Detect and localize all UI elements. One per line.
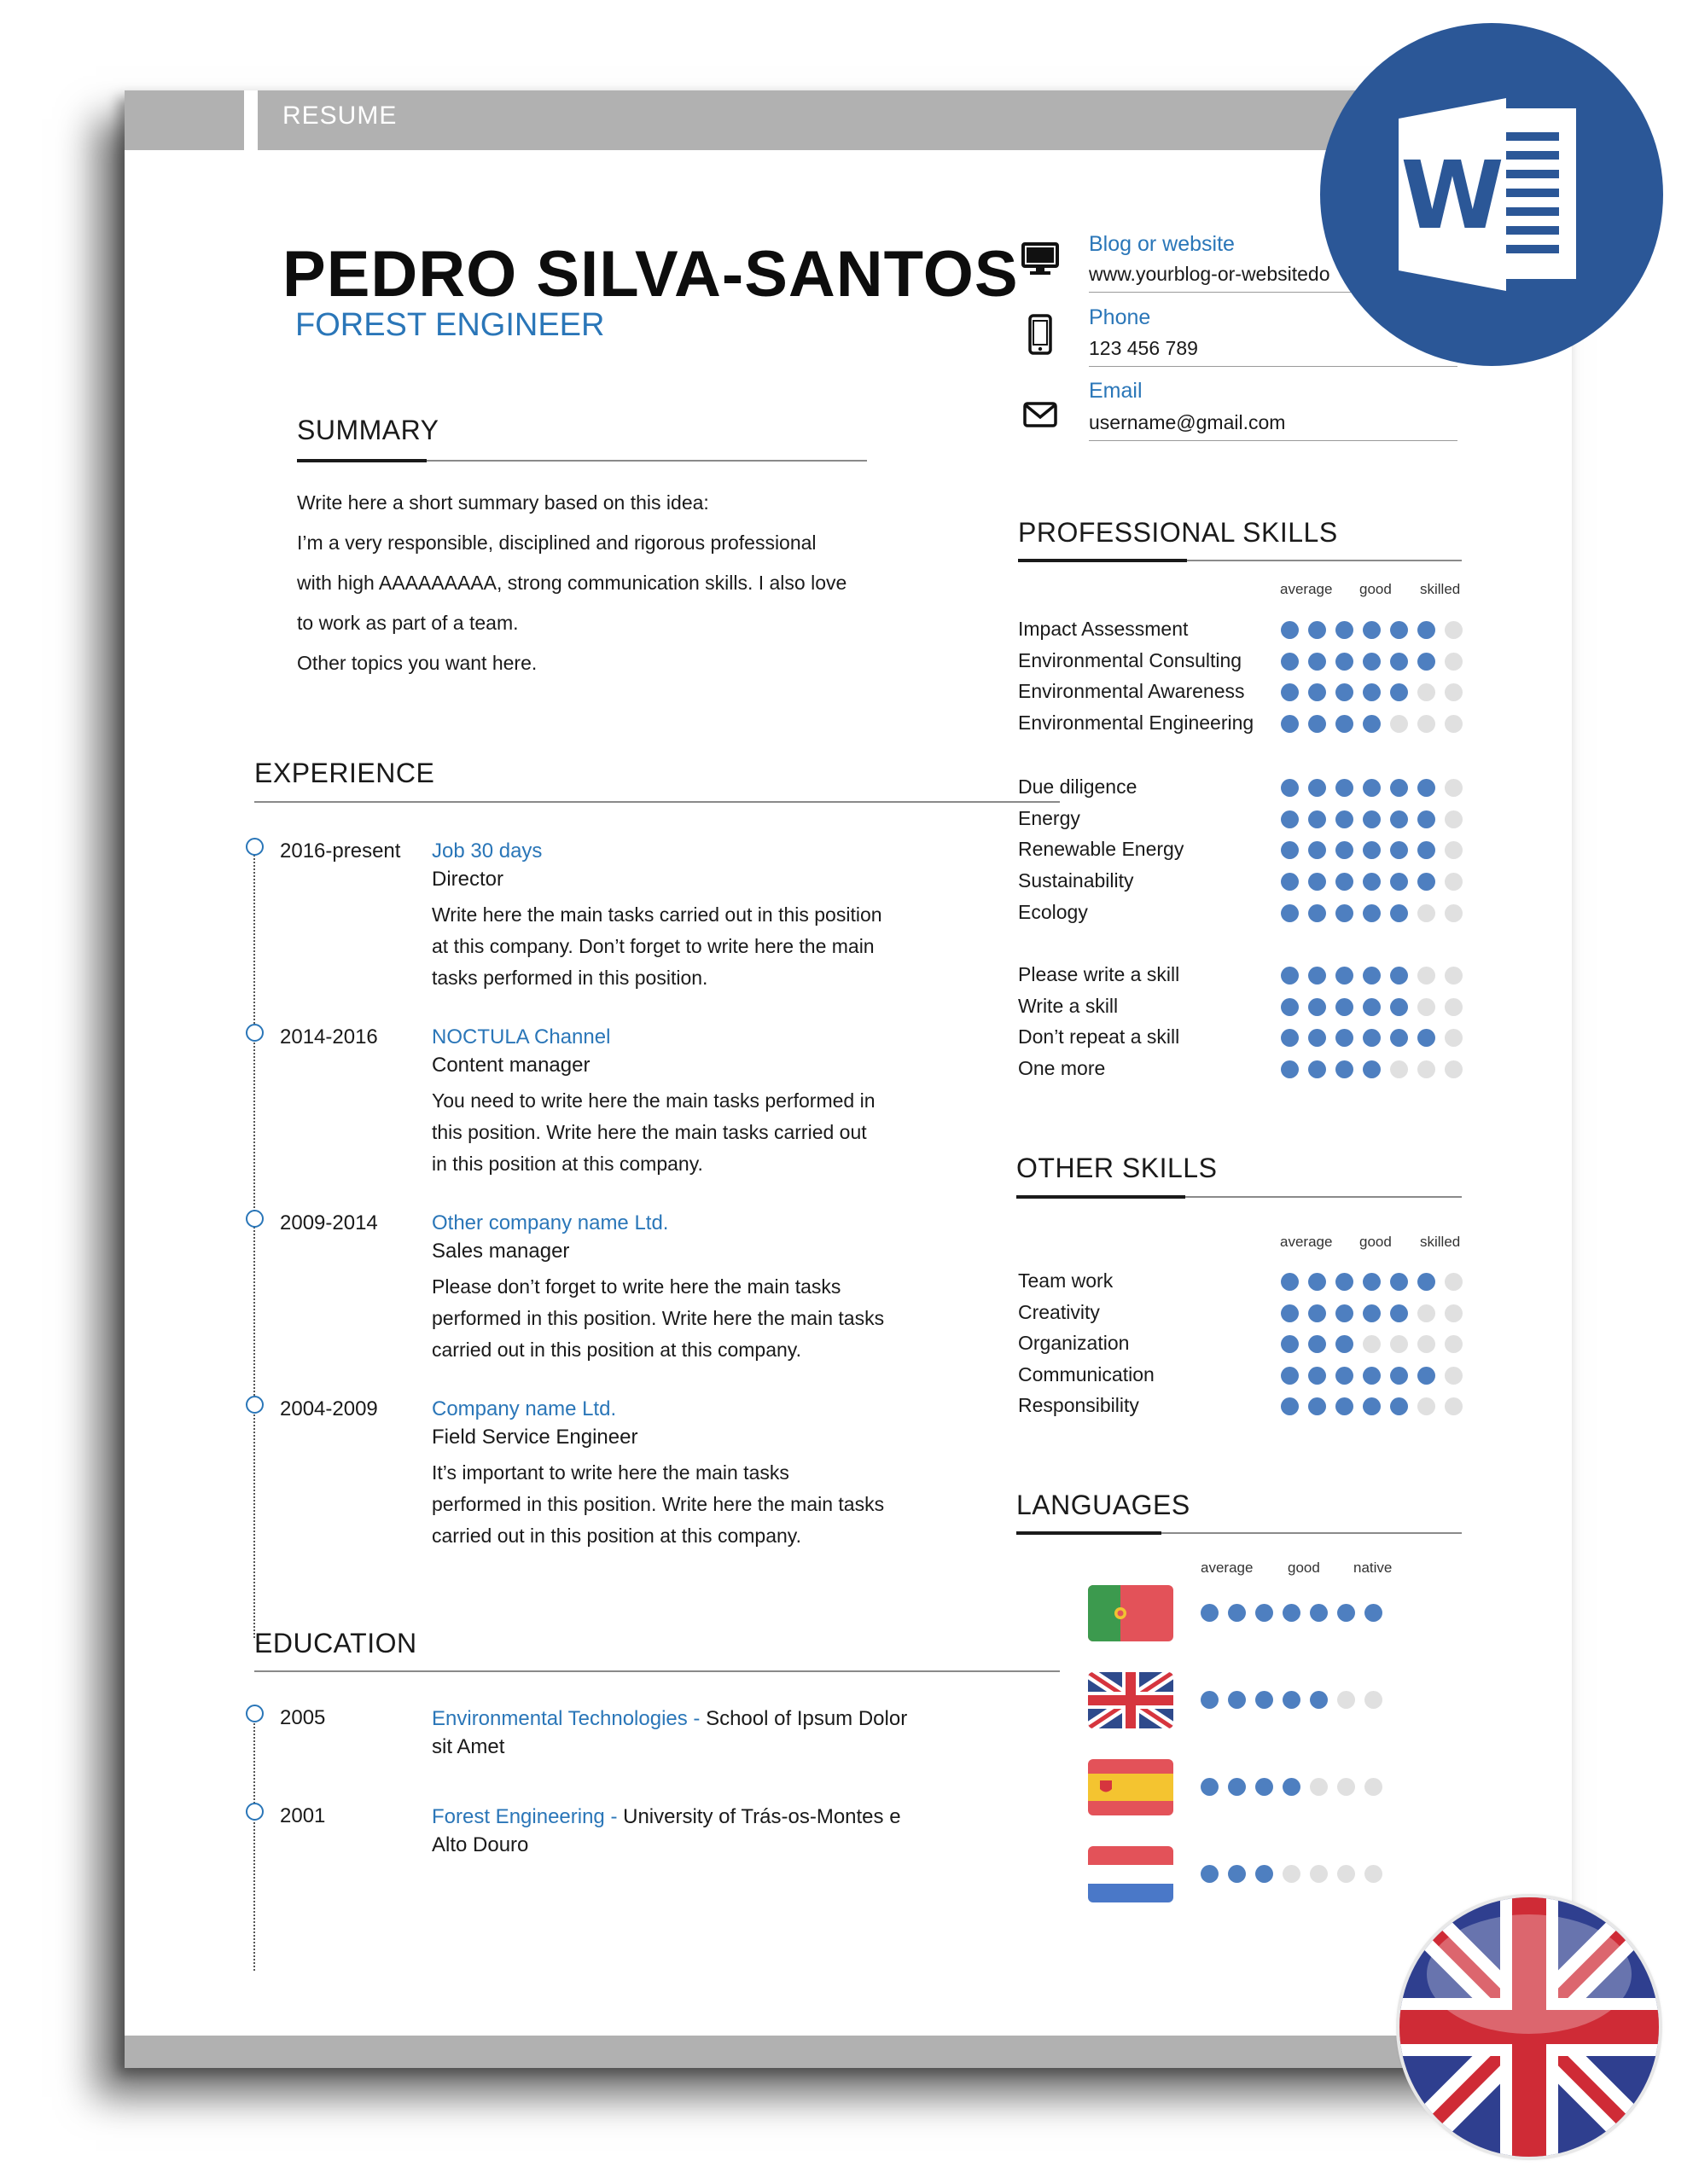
empty-dot-icon (1364, 1691, 1382, 1709)
scale-skilled: skilled (1420, 581, 1461, 597)
filled-dot-icon (1308, 779, 1326, 797)
scale-average: average (1280, 1234, 1333, 1250)
filled-dot-icon (1281, 715, 1299, 733)
rating-dots (1201, 1604, 1382, 1622)
filled-dot-icon (1390, 967, 1408, 985)
empty-dot-icon (1445, 621, 1463, 639)
phone-rule (1089, 366, 1457, 367)
scale-good: good (1359, 1234, 1392, 1250)
filled-dot-icon (1390, 621, 1408, 639)
summary-line: with high AAAAAAAAA, strong communication skills. I also love (297, 572, 847, 594)
education-detail (432, 1803, 910, 1859)
experience-role: Director (432, 868, 504, 891)
description-line: carried out in this position at this company. (432, 1525, 801, 1547)
scale-good: good (1359, 581, 1392, 597)
filled-dot-icon (1281, 1273, 1299, 1291)
filled-dot-icon (1228, 1604, 1246, 1622)
filled-dot-icon (1363, 1029, 1381, 1047)
filled-dot-icon (1390, 1273, 1408, 1291)
empty-dot-icon (1445, 779, 1463, 797)
filled-dot-icon (1390, 653, 1408, 671)
filled-dot-icon (1201, 1691, 1219, 1709)
word-document-icon (1320, 23, 1663, 366)
filled-dot-icon (1390, 1029, 1408, 1047)
description-line: in this position at this company. (432, 1153, 703, 1175)
phone-icon (1028, 314, 1052, 355)
bottom-bar (125, 2036, 1572, 2068)
education-timeline (253, 1713, 255, 1971)
filled-dot-icon (1363, 873, 1381, 891)
empty-dot-icon (1445, 1029, 1463, 1047)
filled-dot-icon (1335, 998, 1353, 1016)
filled-dot-icon (1308, 998, 1326, 1016)
filled-dot-icon (1228, 1865, 1246, 1883)
empty-dot-icon (1417, 1304, 1435, 1322)
empty-dot-icon (1445, 1060, 1463, 1078)
filled-dot-icon (1390, 841, 1408, 859)
scale-average: average (1280, 581, 1333, 597)
rating-dots (1201, 1691, 1382, 1709)
filled-dot-icon (1228, 1691, 1246, 1709)
filled-dot-icon (1363, 1367, 1381, 1385)
filled-dot-icon (1281, 1304, 1299, 1322)
summary-line: to work as part of a team. (297, 612, 519, 634)
empty-dot-icon (1364, 1778, 1382, 1796)
portugal-flag (1088, 1585, 1173, 1641)
filled-dot-icon (1335, 1273, 1353, 1291)
person-name: PEDRO SILVA-SANTOS (282, 238, 1019, 311)
education-title: EDUCATION (254, 1628, 417, 1658)
skill-label: Don’t repeat a skill (1018, 1025, 1180, 1048)
rating-dots (1201, 1778, 1382, 1796)
filled-dot-icon (1363, 621, 1381, 639)
languages-title: LANGUAGES (1016, 1490, 1190, 1520)
summary-line: Other topics you want here. (297, 652, 538, 674)
scale-average: average (1201, 1560, 1254, 1576)
filled-dot-icon (1228, 1778, 1246, 1796)
description-line: performed in this position. Write here the main tasks (432, 1307, 885, 1329)
other-skills-title: OTHER SKILLS (1016, 1153, 1218, 1183)
filled-dot-icon (1335, 653, 1353, 671)
scale-skilled: skilled (1420, 1234, 1461, 1250)
description-line: at this company. Don’t forget to write here the main (432, 935, 875, 957)
filled-dot-icon (1308, 683, 1326, 701)
skill-label: Impact Assessment (1018, 618, 1189, 640)
timeline-circle-icon (246, 1803, 264, 1821)
filled-dot-icon (1308, 873, 1326, 891)
filled-dot-icon (1308, 1367, 1326, 1385)
filled-dot-icon (1281, 779, 1299, 797)
filled-dot-icon (1281, 1029, 1299, 1047)
website-label: Blog or website (1089, 232, 1235, 256)
professional-skills-rule (1018, 560, 1462, 561)
filled-dot-icon (1363, 1397, 1381, 1415)
rating-dots (1281, 1397, 1463, 1415)
education-school-cont: sit Amet (432, 1735, 505, 1758)
filled-dot-icon (1335, 967, 1353, 985)
uk-flag (1088, 1672, 1173, 1728)
empty-dot-icon (1445, 967, 1463, 985)
experience-description (432, 899, 910, 994)
empty-dot-icon (1310, 1778, 1328, 1796)
rating-dots (1281, 967, 1463, 985)
timeline-circle-icon (246, 1024, 264, 1042)
empty-dot-icon (1363, 1335, 1381, 1353)
rating-dots (1281, 1060, 1463, 1078)
skill-label: Team work (1018, 1269, 1114, 1292)
rating-dots (1281, 1335, 1463, 1353)
filled-dot-icon (1335, 873, 1353, 891)
empty-dot-icon (1364, 1865, 1382, 1883)
filled-dot-icon (1390, 904, 1408, 922)
rating-dots (1201, 1865, 1382, 1883)
filled-dot-icon (1308, 904, 1326, 922)
filled-dot-icon (1363, 779, 1381, 797)
filled-dot-icon (1417, 653, 1435, 671)
spain-flag (1088, 1759, 1173, 1815)
empty-dot-icon (1445, 1367, 1463, 1385)
filled-dot-icon (1281, 873, 1299, 891)
filled-dot-icon (1390, 1367, 1408, 1385)
filled-dot-icon (1335, 1304, 1353, 1322)
filled-dot-icon (1308, 1397, 1326, 1415)
summary-line: I’m a very responsible, disciplined and rigorous professional (297, 531, 817, 554)
skill-label: Write a skill (1018, 995, 1119, 1017)
filled-dot-icon (1255, 1865, 1273, 1883)
filled-dot-icon (1310, 1691, 1328, 1709)
filled-dot-icon (1283, 1691, 1300, 1709)
filled-dot-icon (1390, 1397, 1408, 1415)
skill-label: Environmental Engineering (1018, 712, 1254, 734)
netherlands-flag (1088, 1846, 1173, 1902)
empty-dot-icon (1417, 1060, 1435, 1078)
scale-good: good (1288, 1560, 1320, 1576)
filled-dot-icon (1363, 810, 1381, 828)
timeline-circle-icon (246, 1396, 264, 1414)
uk-language-badge-icon (1399, 1897, 1659, 2157)
education-course: Environmental Technologies - (432, 1707, 707, 1730)
summary-title: SUMMARY (297, 415, 439, 445)
skill-label: Energy (1018, 807, 1080, 829)
rating-dots (1281, 873, 1463, 891)
filled-dot-icon (1335, 1397, 1353, 1415)
skill-label: Responsibility (1018, 1394, 1139, 1416)
filled-dot-icon (1363, 715, 1381, 733)
filled-dot-icon (1281, 621, 1299, 639)
empty-dot-icon (1417, 683, 1435, 701)
education-school: School of Ipsum Dolor (706, 1707, 908, 1730)
empty-dot-icon (1417, 1335, 1435, 1353)
filled-dot-icon (1308, 653, 1326, 671)
empty-dot-icon (1445, 1273, 1463, 1291)
skill-label: One more (1018, 1057, 1106, 1079)
experience-role: Field Service Engineer (432, 1426, 638, 1449)
skill-label: Sustainability (1018, 869, 1134, 892)
filled-dot-icon (1308, 1060, 1326, 1078)
filled-dot-icon (1335, 841, 1353, 859)
filled-dot-icon (1308, 810, 1326, 828)
empty-dot-icon (1445, 873, 1463, 891)
rating-dots (1281, 1273, 1463, 1291)
empty-dot-icon (1337, 1691, 1355, 1709)
timeline-circle-icon (246, 1210, 264, 1228)
filled-dot-icon (1308, 621, 1326, 639)
scale-native: native (1353, 1560, 1393, 1576)
empty-dot-icon (1445, 683, 1463, 701)
filled-dot-icon (1308, 1304, 1326, 1322)
filled-dot-icon (1283, 1778, 1300, 1796)
filled-dot-icon (1335, 810, 1353, 828)
filled-dot-icon (1390, 998, 1408, 1016)
empty-dot-icon (1445, 998, 1463, 1016)
experience-timeline (253, 845, 255, 1638)
empty-dot-icon (1390, 715, 1408, 733)
timeline-circle-icon (246, 838, 264, 856)
empty-dot-icon (1417, 967, 1435, 985)
filled-dot-icon (1281, 998, 1299, 1016)
empty-dot-icon (1445, 1335, 1463, 1353)
filled-dot-icon (1308, 1335, 1326, 1353)
resume-label: RESUME (282, 102, 398, 130)
filled-dot-icon (1335, 715, 1353, 733)
filled-dot-icon (1390, 810, 1408, 828)
experience-description (432, 1457, 910, 1552)
experience-rule (254, 801, 1060, 803)
filled-dot-icon (1335, 1060, 1353, 1078)
filled-dot-icon (1417, 873, 1435, 891)
filled-dot-icon (1308, 967, 1326, 985)
filled-dot-icon (1363, 1060, 1381, 1078)
filled-dot-icon (1363, 1273, 1381, 1291)
monitor-icon (1021, 242, 1059, 276)
filled-dot-icon (1281, 1335, 1299, 1353)
filled-dot-icon (1281, 1367, 1299, 1385)
empty-dot-icon (1445, 841, 1463, 859)
education-school-cont: Alto Douro (432, 1833, 529, 1856)
filled-dot-icon (1308, 1273, 1326, 1291)
skill-label: Organization (1018, 1332, 1130, 1354)
rating-dots (1281, 779, 1463, 797)
filled-dot-icon (1363, 841, 1381, 859)
filled-dot-icon (1281, 1397, 1299, 1415)
email-icon (1023, 402, 1057, 427)
empty-dot-icon (1445, 715, 1463, 733)
rating-dots (1281, 998, 1463, 1016)
filled-dot-icon (1390, 779, 1408, 797)
skill-label: Environmental Awareness (1018, 680, 1245, 702)
experience-years: 2016-present (280, 839, 401, 863)
empty-dot-icon (1417, 715, 1435, 733)
description-line: carried out in this position at this company. (432, 1339, 801, 1361)
description-line: tasks performed in this position. (432, 967, 708, 989)
experience-years: 2009-2014 (280, 1211, 378, 1234)
filled-dot-icon (1417, 621, 1435, 639)
education-year: 2001 (280, 1804, 326, 1827)
skill-label: Renewable Energy (1018, 838, 1184, 860)
empty-dot-icon (1445, 904, 1463, 922)
filled-dot-icon (1281, 967, 1299, 985)
filled-dot-icon (1335, 1367, 1353, 1385)
empty-dot-icon (1283, 1865, 1300, 1883)
experience-description (432, 1271, 910, 1366)
experience-company: NOCTULA Channel (432, 1025, 611, 1048)
rating-dots (1281, 621, 1463, 639)
filled-dot-icon (1335, 904, 1353, 922)
other-skills-rule (1016, 1196, 1462, 1198)
description-line: performed in this position. Write here the main tasks (432, 1493, 885, 1515)
rating-dots (1281, 683, 1463, 701)
education-detail (432, 1705, 910, 1761)
rating-dots (1281, 1367, 1463, 1385)
filled-dot-icon (1281, 841, 1299, 859)
experience-title: EXPERIENCE (254, 758, 435, 788)
rating-dots (1281, 904, 1463, 922)
skill-label: Due diligence (1018, 775, 1137, 798)
phone-label: Phone (1089, 305, 1151, 329)
website-value[interactable]: www.yourblog-or-websitedo (1089, 263, 1330, 285)
experience-company: Company name Ltd. (432, 1397, 617, 1420)
skill-label: Ecology (1018, 901, 1088, 923)
filled-dot-icon (1283, 1604, 1300, 1622)
experience-company: Other company name Ltd. (432, 1211, 669, 1234)
filled-dot-icon (1201, 1604, 1219, 1622)
filled-dot-icon (1363, 998, 1381, 1016)
filled-dot-icon (1281, 904, 1299, 922)
filled-dot-icon (1335, 1335, 1353, 1353)
rating-dots (1281, 810, 1463, 828)
skill-label: Please write a skill (1018, 963, 1180, 985)
timeline-circle-icon (246, 1705, 264, 1722)
filled-dot-icon (1255, 1604, 1273, 1622)
email-label: Email (1089, 379, 1143, 403)
summary-text (297, 483, 867, 683)
professional-skills-title: PROFESSIONAL SKILLS (1018, 517, 1338, 548)
filled-dot-icon (1364, 1604, 1382, 1622)
experience-years: 2004-2009 (280, 1397, 378, 1420)
phone-value: 123 456 789 (1089, 337, 1198, 359)
rating-dots (1281, 653, 1463, 671)
filled-dot-icon (1417, 779, 1435, 797)
empty-dot-icon (1337, 1778, 1355, 1796)
empty-dot-icon (1337, 1865, 1355, 1883)
filled-dot-icon (1363, 683, 1381, 701)
rating-dots (1281, 715, 1463, 733)
empty-dot-icon (1445, 653, 1463, 671)
filled-dot-icon (1335, 1029, 1353, 1047)
filled-dot-icon (1255, 1778, 1273, 1796)
empty-dot-icon (1310, 1865, 1328, 1883)
empty-dot-icon (1445, 1397, 1463, 1415)
filled-dot-icon (1201, 1865, 1219, 1883)
description-line: It’s important to write here the main tasks (432, 1461, 789, 1484)
filled-dot-icon (1308, 1029, 1326, 1047)
description-line: this position. Write here the main tasks carried out (432, 1121, 867, 1143)
summary-line: Write here a short summary based on this idea: (297, 491, 709, 514)
empty-dot-icon (1417, 1397, 1435, 1415)
filled-dot-icon (1337, 1604, 1355, 1622)
empty-dot-icon (1417, 998, 1435, 1016)
empty-dot-icon (1390, 1335, 1408, 1353)
filled-dot-icon (1281, 683, 1299, 701)
education-rule (254, 1670, 1060, 1672)
education-year: 2005 (280, 1706, 326, 1729)
filled-dot-icon (1417, 841, 1435, 859)
filled-dot-icon (1390, 683, 1408, 701)
filled-dot-icon (1308, 841, 1326, 859)
skill-label: Creativity (1018, 1301, 1100, 1323)
description-line: Write here the main tasks carried out in this position (432, 903, 882, 926)
filled-dot-icon (1281, 1060, 1299, 1078)
filled-dot-icon (1281, 810, 1299, 828)
experience-description (432, 1085, 910, 1180)
resume-page (125, 90, 1572, 2068)
word-letter: W (1400, 141, 1504, 250)
filled-dot-icon (1417, 1367, 1435, 1385)
filled-dot-icon (1255, 1691, 1273, 1709)
filled-dot-icon (1281, 653, 1299, 671)
rating-dots (1281, 1029, 1463, 1047)
empty-dot-icon (1445, 810, 1463, 828)
rating-dots (1281, 1304, 1463, 1322)
filled-dot-icon (1363, 1304, 1381, 1322)
filled-dot-icon (1335, 621, 1353, 639)
filled-dot-icon (1390, 873, 1408, 891)
filled-dot-icon (1310, 1604, 1328, 1622)
experience-years: 2014-2016 (280, 1025, 378, 1048)
filled-dot-icon (1363, 967, 1381, 985)
filled-dot-icon (1390, 1304, 1408, 1322)
filled-dot-icon (1335, 683, 1353, 701)
education-course: Forest Engineering - (432, 1805, 624, 1828)
description-line: You need to write here the main tasks performed in (432, 1089, 876, 1112)
email-value[interactable]: username@gmail.com (1089, 411, 1286, 433)
top-bar-accent (244, 90, 258, 150)
filled-dot-icon (1417, 810, 1435, 828)
filled-dot-icon (1417, 1273, 1435, 1291)
skill-label: Environmental Consulting (1018, 649, 1242, 671)
languages-rule (1016, 1532, 1462, 1534)
empty-dot-icon (1445, 1304, 1463, 1322)
filled-dot-icon (1201, 1778, 1219, 1796)
filled-dot-icon (1417, 1029, 1435, 1047)
empty-dot-icon (1390, 1060, 1408, 1078)
summary-rule (297, 460, 867, 462)
filled-dot-icon (1363, 904, 1381, 922)
filled-dot-icon (1335, 779, 1353, 797)
rating-dots (1281, 841, 1463, 859)
experience-role: Sales manager (432, 1240, 570, 1263)
filled-dot-icon (1308, 715, 1326, 733)
email-rule (1089, 440, 1457, 441)
education-school: University of Trás-os-Montes e (623, 1805, 901, 1828)
person-title: FOREST ENGINEER (295, 307, 605, 343)
skill-label: Communication (1018, 1363, 1155, 1385)
experience-role: Content manager (432, 1054, 591, 1077)
empty-dot-icon (1417, 904, 1435, 922)
experience-company: Job 30 days (432, 839, 543, 863)
description-line: Please don’t forget to write here the main tasks (432, 1275, 841, 1298)
filled-dot-icon (1363, 653, 1381, 671)
